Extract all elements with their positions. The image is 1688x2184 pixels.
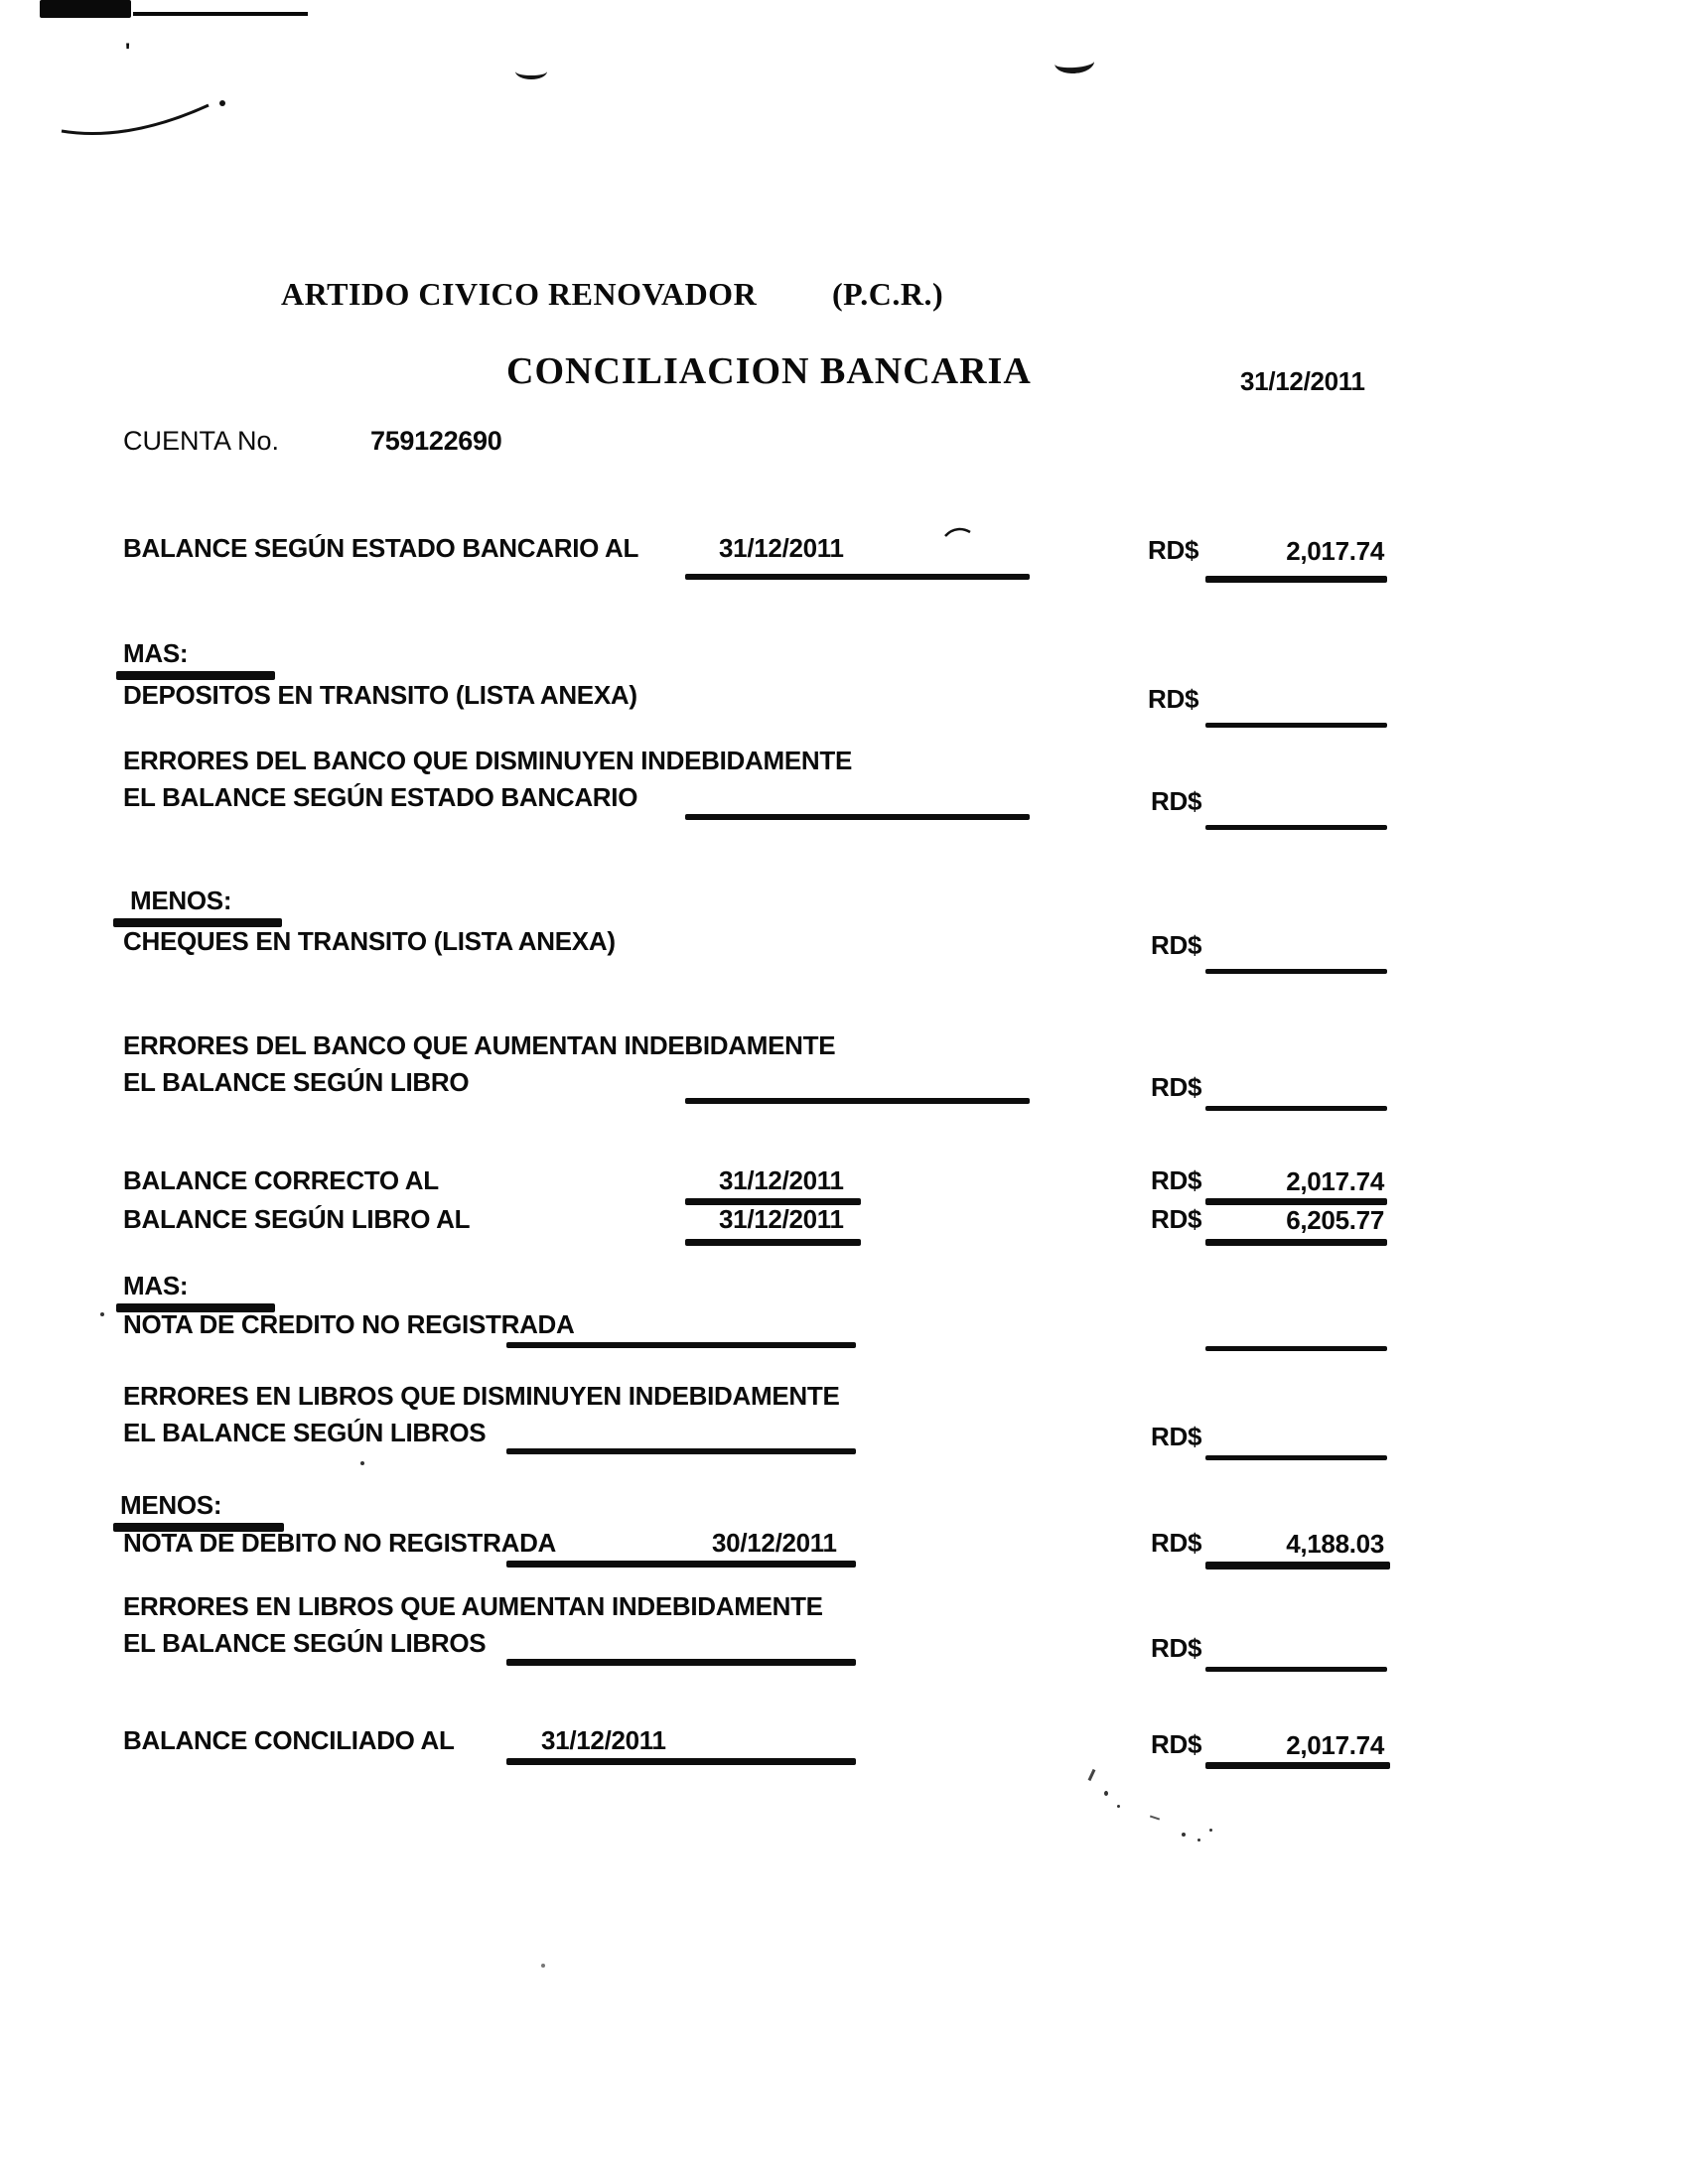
errores-libros-disminuyen-amount-underline [1205,1455,1387,1460]
doc-date: 31/12/2011 [1240,366,1365,396]
speckle-dot-3 [1182,1833,1186,1837]
nota-debito-date: 30/12/2011 [712,1528,837,1558]
nota-debito-amount: 4,188.03 [1286,1529,1384,1559]
errores-banco-disminuyen-center-underline [685,814,1030,820]
speckle-dot-1 [1104,1791,1108,1796]
stray-apostrophe-mark: ' [125,39,130,64]
cheques-currency: RD$ [1151,930,1202,960]
balance-estado-date-underline [685,574,1030,580]
balance-estado-amount-underline [1205,576,1387,583]
doc-title: CONCILIACION BANCARIA [506,350,1032,392]
speckle-dot-4 [1197,1839,1200,1842]
corner-ink-line [133,12,308,16]
cheques-label: CHEQUES EN TRANSITO (LISTA ANEXA) [123,926,616,956]
nota-credito-center-underline [506,1342,856,1348]
errores-libros-aumentan-line1: ERRORES EN LIBROS QUE AUMENTAN INDEBIDAMENTE [123,1591,823,1621]
nota-credito-label: NOTA DE CREDITO NO REGISTRADA [123,1309,575,1339]
errores-libros-aumentan-line2: EL BALANCE SEGÚN LIBROS [123,1628,487,1658]
balance-libro-amount: 6,205.77 [1286,1205,1384,1235]
nota-debito-amount-underline [1205,1562,1390,1570]
mas-1-underline [116,671,275,680]
errores-banco-disminuyen-line2: EL BALANCE SEGÚN ESTADO BANCARIO [123,782,638,812]
balance-libro-label: BALANCE SEGÚN LIBRO AL [123,1204,471,1234]
balance-estado-currency: RD$ [1148,535,1199,565]
balance-estado-label: BALANCE SEGÚN ESTADO BANCARIO AL [123,533,639,563]
balance-conciliado-amount-underline [1205,1762,1390,1769]
corner-ink-blot [40,0,131,18]
errores-banco-disminuyen-line1: ERRORES DEL BANCO QUE DISMINUYEN INDEBIDAMENTE [123,746,853,775]
errores-banco-aumentan-line1: ERRORES DEL BANCO QUE AUMENTAN INDEBIDAMENTE [123,1030,836,1060]
stray-dot-mark-2 [360,1461,364,1465]
errores-banco-disminuyen-currency: RD$ [1151,786,1202,816]
nota-debito-center-underline [506,1561,856,1568]
balance-correcto-date: 31/12/2011 [719,1165,844,1195]
errores-libros-disminuyen-line2: EL BALANCE SEGÚN LIBROS [123,1418,487,1447]
nota-credito-amount-underline [1205,1346,1387,1351]
balance-correcto-label: BALANCE CORRECTO AL [123,1165,439,1195]
errores-libros-disminuyen-center-underline [506,1448,856,1454]
cheques-amount-underline [1205,969,1387,974]
errores-banco-disminuyen-amount-underline [1205,825,1387,830]
balance-correcto-amount-underline [1205,1198,1387,1205]
balance-conciliado-amount: 2,017.74 [1286,1730,1384,1760]
balance-conciliado-label: BALANCE CONCILIADO AL [123,1725,455,1755]
section-label-mas-1: MAS: [123,638,189,668]
depositos-amount-underline [1205,723,1387,728]
balance-estado-amount: 2,017.74 [1286,536,1384,566]
balance-correcto-amount: 2,017.74 [1286,1166,1384,1196]
breve-mark-right [1054,51,1094,75]
account-number: 759122690 [370,426,502,456]
speckle-dot-5 [1209,1829,1212,1832]
pen-tick-mark [943,524,973,540]
errores-banco-aumentan-line2: EL BALANCE SEGÚN LIBRO [123,1067,470,1097]
balance-conciliado-date-underline [506,1758,856,1765]
balance-libro-currency: RD$ [1151,1204,1202,1234]
errores-libros-aumentan-amount-underline [1205,1667,1387,1672]
errores-libros-disminuyen-line1: ERRORES EN LIBROS QUE DISMINUYEN INDEBIDAMENTE [123,1381,840,1411]
speckle-slash-2 [1150,1816,1160,1821]
account-label: CUENTA No. [123,426,280,456]
section-label-menos-2: MENOS: [120,1490,222,1520]
nota-debito-label: NOTA DE DEBITO NO REGISTRADA [123,1528,557,1558]
errores-banco-aumentan-amount-underline [1205,1106,1387,1111]
org-name: ARTIDO CIVICO RENOVADOR [281,276,758,312]
pen-swoosh-mark [58,93,246,143]
errores-libros-aumentan-currency: RD$ [1151,1633,1202,1663]
balance-estado-date: 31/12/2011 [719,533,844,563]
stray-dot-mark-3 [541,1964,545,1968]
balance-libro-date-underline [685,1239,861,1246]
depositos-label: DEPOSITOS EN TRANSITO (LISTA ANEXA) [123,680,637,710]
section-label-mas-2: MAS: [123,1271,189,1300]
nota-debito-currency: RD$ [1151,1528,1202,1558]
errores-libros-aumentan-center-underline [506,1659,856,1666]
errores-libros-disminuyen-currency: RD$ [1151,1422,1202,1451]
balance-conciliado-date: 31/12/2011 [541,1725,666,1755]
balance-libro-date: 31/12/2011 [719,1204,844,1234]
errores-banco-aumentan-currency: RD$ [1151,1072,1202,1102]
org-abbr: (P.C.R.) [832,276,944,312]
balance-correcto-currency: RD$ [1151,1165,1202,1195]
errores-banco-aumentan-center-underline [685,1098,1030,1104]
balance-libro-amount-underline [1205,1239,1387,1246]
speckle-slash-1 [1088,1769,1096,1781]
breve-mark-left [515,64,547,79]
section-label-menos-1: MENOS: [130,886,232,915]
stray-dot-mark-1 [100,1312,104,1316]
balance-conciliado-currency: RD$ [1151,1729,1202,1759]
speckle-dot-2 [1117,1805,1120,1808]
depositos-currency: RD$ [1148,684,1199,714]
